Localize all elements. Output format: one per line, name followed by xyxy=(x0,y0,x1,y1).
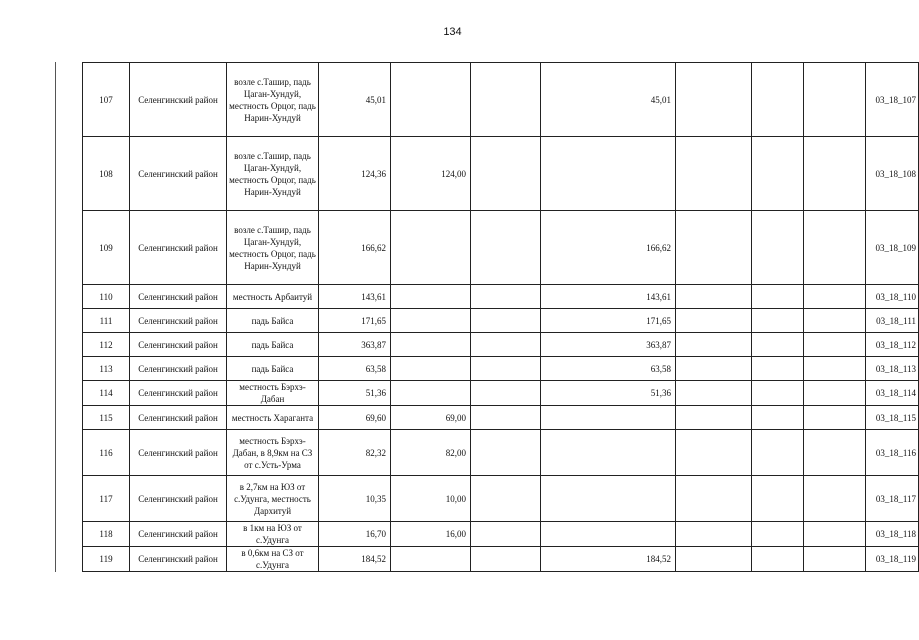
column-1-cell xyxy=(391,309,471,333)
code-cell: 03_18_110 xyxy=(866,285,919,309)
column-4-cell xyxy=(676,381,752,406)
column-2-cell xyxy=(471,333,541,357)
location-cell: местность Бэрхэ-Дабан xyxy=(227,381,319,406)
location-cell: возле с.Ташир, падь Цаган-Хундуй, местность Орцог, падь Нарин-Хундуй xyxy=(227,211,319,285)
column-5-cell xyxy=(752,381,804,406)
column-6-cell xyxy=(804,430,866,476)
district-cell: Селенгинский район xyxy=(130,547,227,572)
column-1-cell: 69,00 xyxy=(391,406,471,430)
column-6-cell xyxy=(804,357,866,381)
column-4-cell xyxy=(676,406,752,430)
code-cell: 03_18_119 xyxy=(866,547,919,572)
column-5-cell xyxy=(752,309,804,333)
district-cell: Селенгинский район xyxy=(130,406,227,430)
column-1-cell: 82,00 xyxy=(391,430,471,476)
code-cell: 03_18_114 xyxy=(866,381,919,406)
code-cell: 03_18_111 xyxy=(866,309,919,333)
table-row xyxy=(83,522,919,547)
column-2-cell xyxy=(471,547,541,572)
column-5-cell xyxy=(752,137,804,211)
location-cell: местность Хараганта xyxy=(227,406,319,430)
district-cell: Селенгинский район xyxy=(130,522,227,547)
column-3-cell xyxy=(541,522,676,547)
column-2-cell xyxy=(471,430,541,476)
location-cell: возле с.Ташир, падь Цаган-Хундуй, местность Орцог, падь Нарин-Хундуй xyxy=(227,63,319,137)
column-3-cell: 184,52 xyxy=(541,547,676,572)
column-5-cell xyxy=(752,285,804,309)
row-number: 114 xyxy=(83,381,130,406)
column-6-cell xyxy=(804,63,866,137)
location-cell: в 2,7км на ЮЗ от с.Удунга, местность Дархитуй xyxy=(227,476,319,522)
code-cell: 03_18_113 xyxy=(866,357,919,381)
column-1-cell xyxy=(391,357,471,381)
column-4-cell xyxy=(676,522,752,547)
column-1-cell: 16,00 xyxy=(391,522,471,547)
column-4-cell xyxy=(676,211,752,285)
row-number: 112 xyxy=(83,333,130,357)
code-cell: 03_18_112 xyxy=(866,333,919,357)
district-cell: Селенгинский район xyxy=(130,211,227,285)
column-1-cell xyxy=(391,333,471,357)
location-cell: местность Арбаитуй xyxy=(227,285,319,309)
district-cell: Селенгинский район xyxy=(130,309,227,333)
row-number: 118 xyxy=(83,522,130,547)
location-cell: в 0,6км на СЗ от с.Удунга xyxy=(227,547,319,572)
row-number: 111 xyxy=(83,309,130,333)
column-1-cell xyxy=(391,63,471,137)
district-cell: Селенгинский район xyxy=(130,430,227,476)
code-cell: 03_18_116 xyxy=(866,430,919,476)
column-2-cell xyxy=(471,211,541,285)
table-row xyxy=(83,547,919,572)
code-cell: 03_18_118 xyxy=(866,522,919,547)
column-5-cell xyxy=(752,522,804,547)
column-5-cell xyxy=(752,547,804,572)
total-area-cell: 171,65 xyxy=(319,309,391,333)
column-2-cell xyxy=(471,285,541,309)
code-cell: 03_18_115 xyxy=(866,406,919,430)
total-area-cell: 63,58 xyxy=(319,357,391,381)
column-6-cell xyxy=(804,285,866,309)
district-cell: Селенгинский район xyxy=(130,333,227,357)
column-3-cell: 363,87 xyxy=(541,333,676,357)
column-6-cell xyxy=(804,381,866,406)
column-2-cell xyxy=(471,406,541,430)
location-cell: возле с.Ташир, падь Цаган-Хундуй, местность Орцог, падь Нарин-Хундуй xyxy=(227,137,319,211)
column-2-cell xyxy=(471,137,541,211)
column-1-cell xyxy=(391,547,471,572)
column-3-cell: 63,58 xyxy=(541,357,676,381)
column-1-cell: 124,00 xyxy=(391,137,471,211)
column-3-cell: 45,01 xyxy=(541,63,676,137)
column-3-cell xyxy=(541,406,676,430)
location-cell: падь Байса xyxy=(227,333,319,357)
district-cell: Селенгинский район xyxy=(130,381,227,406)
column-3-cell: 166,62 xyxy=(541,211,676,285)
column-4-cell xyxy=(676,333,752,357)
row-number: 107 xyxy=(83,63,130,137)
column-2-cell xyxy=(471,522,541,547)
column-6-cell xyxy=(804,522,866,547)
column-3-cell xyxy=(541,137,676,211)
location-cell: местность Бэрхэ-Дабан, в 8,9км на СЗ от с.Усть-Урма xyxy=(227,430,319,476)
column-5-cell xyxy=(752,430,804,476)
column-5-cell xyxy=(752,406,804,430)
column-2-cell xyxy=(471,357,541,381)
table-row xyxy=(83,476,919,522)
table-row xyxy=(83,285,919,309)
total-area-cell: 16,70 xyxy=(319,522,391,547)
column-1-cell xyxy=(391,381,471,406)
column-6-cell xyxy=(804,211,866,285)
district-cell: Селенгинский район xyxy=(130,476,227,522)
column-3-cell: 171,65 xyxy=(541,309,676,333)
column-6-cell xyxy=(804,333,866,357)
column-6-cell xyxy=(804,137,866,211)
column-2-cell xyxy=(471,476,541,522)
table-row xyxy=(83,137,919,211)
column-4-cell xyxy=(676,63,752,137)
total-area-cell: 166,62 xyxy=(319,211,391,285)
total-area-cell: 51,36 xyxy=(319,381,391,406)
column-4-cell xyxy=(676,430,752,476)
code-cell: 03_18_108 xyxy=(866,137,919,211)
column-6-cell xyxy=(804,476,866,522)
column-5-cell xyxy=(752,476,804,522)
code-cell: 03_18_117 xyxy=(866,476,919,522)
column-6-cell xyxy=(804,547,866,572)
table-row xyxy=(83,381,919,406)
row-number: 116 xyxy=(83,430,130,476)
district-cell: Селенгинский район xyxy=(130,63,227,137)
row-number: 113 xyxy=(83,357,130,381)
table-row xyxy=(83,333,919,357)
location-cell: в 1км на ЮЗ от с.Удунга xyxy=(227,522,319,547)
code-cell: 03_18_107 xyxy=(866,63,919,137)
table-row xyxy=(83,430,919,476)
column-1-cell xyxy=(391,211,471,285)
column-4-cell xyxy=(676,357,752,381)
district-cell: Селенгинский район xyxy=(130,285,227,309)
margin-rule xyxy=(55,62,56,572)
column-5-cell xyxy=(752,63,804,137)
row-number: 117 xyxy=(83,476,130,522)
column-2-cell xyxy=(471,63,541,137)
column-4-cell xyxy=(676,137,752,211)
column-4-cell xyxy=(676,309,752,333)
row-number: 108 xyxy=(83,137,130,211)
code-cell: 03_18_109 xyxy=(866,211,919,285)
total-area-cell: 69,60 xyxy=(319,406,391,430)
table-row xyxy=(83,63,919,137)
total-area-cell: 10,35 xyxy=(319,476,391,522)
table-row xyxy=(83,357,919,381)
location-cell: падь Байса xyxy=(227,357,319,381)
column-2-cell xyxy=(471,309,541,333)
total-area-cell: 363,87 xyxy=(319,333,391,357)
row-number: 110 xyxy=(83,285,130,309)
column-1-cell: 10,00 xyxy=(391,476,471,522)
row-number: 109 xyxy=(83,211,130,285)
data-table xyxy=(82,62,919,572)
column-5-cell xyxy=(752,357,804,381)
total-area-cell: 124,36 xyxy=(319,137,391,211)
column-6-cell xyxy=(804,406,866,430)
column-4-cell xyxy=(676,547,752,572)
row-number: 115 xyxy=(83,406,130,430)
district-cell: Селенгинский район xyxy=(130,357,227,381)
district-cell: Селенгинский район xyxy=(130,137,227,211)
column-3-cell xyxy=(541,430,676,476)
column-3-cell: 51,36 xyxy=(541,381,676,406)
row-number: 119 xyxy=(83,547,130,572)
column-2-cell xyxy=(471,381,541,406)
location-cell: падь Байса xyxy=(227,309,319,333)
total-area-cell: 143,61 xyxy=(319,285,391,309)
column-1-cell xyxy=(391,285,471,309)
column-3-cell: 143,61 xyxy=(541,285,676,309)
table-row xyxy=(83,406,919,430)
page-number: 134 xyxy=(443,26,462,38)
column-4-cell xyxy=(676,476,752,522)
total-area-cell: 45,01 xyxy=(319,63,391,137)
table-row xyxy=(83,211,919,285)
total-area-cell: 82,32 xyxy=(319,430,391,476)
column-6-cell xyxy=(804,309,866,333)
column-5-cell xyxy=(752,333,804,357)
column-5-cell xyxy=(752,211,804,285)
table-row xyxy=(83,309,919,333)
column-4-cell xyxy=(676,285,752,309)
total-area-cell: 184,52 xyxy=(319,547,391,572)
column-3-cell xyxy=(541,476,676,522)
